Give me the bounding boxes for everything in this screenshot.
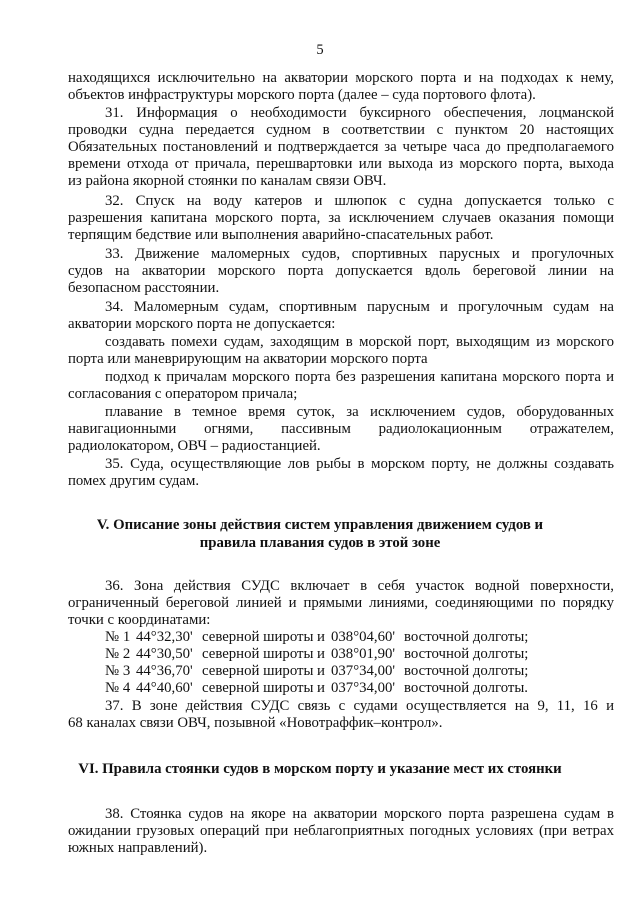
paragraph-33-line: безопасном расстоянии. — [68, 280, 220, 296]
coordinate-longitude: 037°34,00' — [331, 663, 396, 679]
coordinate-longitude-label: восточной долготы. — [404, 680, 529, 696]
paragraph-35-line: 35. Суда, осуществляющие лов рыбы в морском порту, не должны создавать — [105, 456, 614, 472]
paragraph-32-line: 32. Спуск на воду катеров и шлюпок с судна допускается только с — [105, 193, 614, 209]
paragraph-33-line: 33. Движение маломерных судов, спортивных парусных и прогулочных — [105, 246, 614, 262]
paragraph-34c-line: плавание в темное время суток, за исключением судов, оборудованных — [105, 404, 614, 420]
coordinate-latitude: 44°32,30' — [136, 629, 193, 645]
coordinate-longitude: 038°01,90' — [331, 646, 396, 662]
paragraph-34b-line: подход к причалам морского порта без разрешения капитана морского порта и — [105, 369, 614, 385]
section-5-heading: V. Описание зоны действия систем управления движением судов и — [96, 517, 544, 533]
coordinate-conjunction: и — [317, 663, 325, 679]
paragraph-38-line: ожидании грузовых операций при неблагоприятных погодных условиях (при ветрах — [68, 823, 614, 839]
paragraph-37-line: 37. В зоне действия СУДС связь с судами осуществляется на 9, 11, 16 и — [105, 698, 614, 714]
paragraph-31-line: из района якорной стоянки по каналам связи ОВЧ. — [68, 173, 387, 189]
paragraph-35-line: помех другим судам. — [68, 473, 200, 489]
coordinate-conjunction: и — [317, 629, 325, 645]
paragraph-34a-line: создавать помехи судам, заходящим в морской порт, выходящим из морского — [105, 334, 614, 350]
paragraph-30-line: находящихся исключительно на акватории морского порта и на подходах к нему, — [68, 70, 614, 86]
paragraph-31-line: проводки судна передается судном в соответствии с пунктом 20 настоящих — [68, 122, 614, 138]
paragraph-37-line: 68 каналах связи ОВЧ, позывной «Новотраффик–контрол». — [68, 715, 443, 731]
paragraph-33-line: судов на акватории морского порта допускается вдоль береговой линии на — [68, 263, 614, 279]
page-number: 5 — [316, 42, 324, 58]
coordinate-number: № 4 — [105, 680, 131, 696]
coordinate-latitude: 44°36,70' — [136, 663, 193, 679]
coordinate-number: № 3 — [105, 663, 131, 679]
coordinate-longitude-label: восточной долготы; — [404, 663, 529, 679]
paragraph-31-line: времени отхода от причала, перешвартовки или выхода из морского порта, выхода — [68, 156, 614, 172]
paragraph-32-line: разрешения капитана морского порта, за исключением случаев оказания помощи — [68, 210, 614, 226]
coordinate-latitude-label: северной широты — [202, 629, 314, 645]
paragraph-38-line: 38. Стоянка судов на якоре на акватории морского порта разрешена судам в — [105, 806, 614, 822]
paragraph-34b-line: согласования с оператором причала; — [68, 386, 298, 402]
paragraph-34a-line: порта или маневрирующим на акватории морского порта — [68, 351, 428, 367]
coordinate-conjunction: и — [317, 646, 325, 662]
coordinate-latitude-label: северной широты — [202, 646, 314, 662]
paragraph-38-line: южных направлений). — [68, 840, 208, 856]
coordinate-number: № 1 — [105, 629, 131, 645]
paragraph-31-line: Обязательных постановлений и подтверждается за четыре часа до предполагаемого — [68, 139, 614, 155]
coordinate-longitude: 037°34,00' — [331, 680, 396, 696]
coordinate-number: № 2 — [105, 646, 131, 662]
paragraph-36-line: ограниченный береговой линией и прямыми линиями, соединяющими по порядку — [68, 595, 614, 611]
paragraph-34-line: акватории морского порта не допускается: — [68, 316, 336, 332]
paragraph-32-line: терпящим бедствие или выполнения аварийно-спасательных работ. — [68, 227, 494, 243]
coordinate-conjunction: и — [317, 680, 325, 696]
section-6-heading: VI. Правила стоянки судов в морском порту и указание мест их стоянки — [78, 761, 562, 777]
paragraph-31-line: 31. Информация о необходимости буксирного обеспечения, лоцманской — [105, 105, 614, 121]
coordinate-longitude-label: восточной долготы; — [404, 629, 529, 645]
paragraph-34c-line: радиолокатором, ОВЧ – радиостанцией. — [68, 438, 321, 454]
coordinate-longitude: 038°04,60' — [331, 629, 396, 645]
paragraph-34c-line: навигационными огнями, пассивным радиолокационным отражателем, — [68, 421, 614, 437]
paragraph-36-line: 36. Зона действия СУДС включает в себя участок водной поверхности, — [105, 578, 614, 594]
paragraph-36-line: точки с координатами: — [68, 612, 211, 628]
paragraph-34-line: 34. Маломерным судам, спортивным парусным и прогулочным судам на — [105, 299, 614, 315]
coordinate-latitude-label: северной широты — [202, 680, 314, 696]
section-5-heading: правила плавания судов в этой зоне — [199, 535, 441, 551]
coordinate-latitude-label: северной широты — [202, 663, 314, 679]
coordinate-longitude-label: восточной долготы; — [404, 646, 529, 662]
paragraph-30-line: объектов инфраструктуры морского порта (далее – суда портового флота). — [68, 87, 536, 103]
coordinate-latitude: 44°30,50' — [136, 646, 193, 662]
coordinate-latitude: 44°40,60' — [136, 680, 193, 696]
